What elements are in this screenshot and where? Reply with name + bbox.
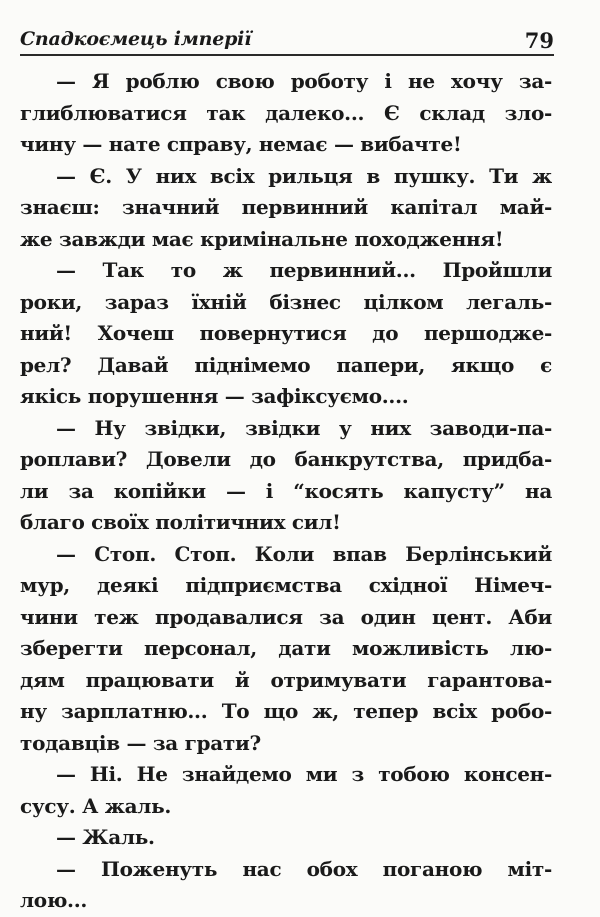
text-line: роки, зараз їхній бізнес цілком легаль-: [20, 289, 552, 314]
text-line: ну зарплатню... То що ж, тепер всіх робо-: [20, 699, 552, 723]
text-line: чину — нате справу, немає — вибачте!: [20, 132, 462, 156]
text-line: зберегти персонал, дати можливість лю-: [20, 636, 552, 660]
text-line: — Жаль.: [56, 825, 155, 849]
text-line: — Ні. Не знайдемо ми з тобою консен-: [56, 762, 552, 786]
body-text: [20, 66, 552, 917]
text-line: — Так то ж первинний... Пройшли: [56, 258, 552, 282]
text-line: ний! Хочеш повернутися до першодже-: [20, 321, 552, 345]
page-number: 79: [524, 28, 554, 53]
text-line: сусу. А жаль.: [20, 793, 172, 818]
text-line: — Я роблю свою роботу і не хочу за-: [56, 69, 552, 93]
text-line: якісь порушення — зафіксуємо....: [20, 384, 409, 408]
text-line: рел? Давай піднімемо папери, якщо є: [20, 352, 552, 377]
text-line: чини теж продавалися за один цент. Аби: [20, 604, 552, 629]
text-line: роплави? Довели до банкрутства, придба-: [20, 447, 552, 471]
text-line: дям працювати й отримувати гарантова-: [20, 667, 552, 692]
text-line: глиблюватися так далеко... Є склад зло-: [20, 100, 552, 125]
text-line: — Поженуть нас обох поганою міт-: [56, 856, 552, 881]
text-line: мур, деякі підприємства східної Німеч-: [20, 573, 552, 597]
running-title: Спадкоємець імперії: [20, 28, 252, 50]
text-line: лою...: [20, 888, 88, 912]
text-line: тодавців — за грати?: [20, 730, 261, 755]
text-line: же завжди має кримінальне походження!: [20, 226, 504, 251]
text-line: — Стоп. Стоп. Коли впав Берлінський: [56, 541, 552, 566]
text-line: ли за копійки — і “косять капусту” на: [20, 478, 552, 503]
text-line: благо своїх політичних сил!: [20, 510, 341, 534]
text-line: — Є. У них всіх рильця в пушку. Ти ж: [56, 163, 552, 188]
page-header: [20, 28, 554, 56]
text-line: — Ну звідки, звідки у них заводи-па-: [56, 415, 552, 440]
text-line: знаєш: значний первинний капітал май-: [20, 195, 552, 219]
